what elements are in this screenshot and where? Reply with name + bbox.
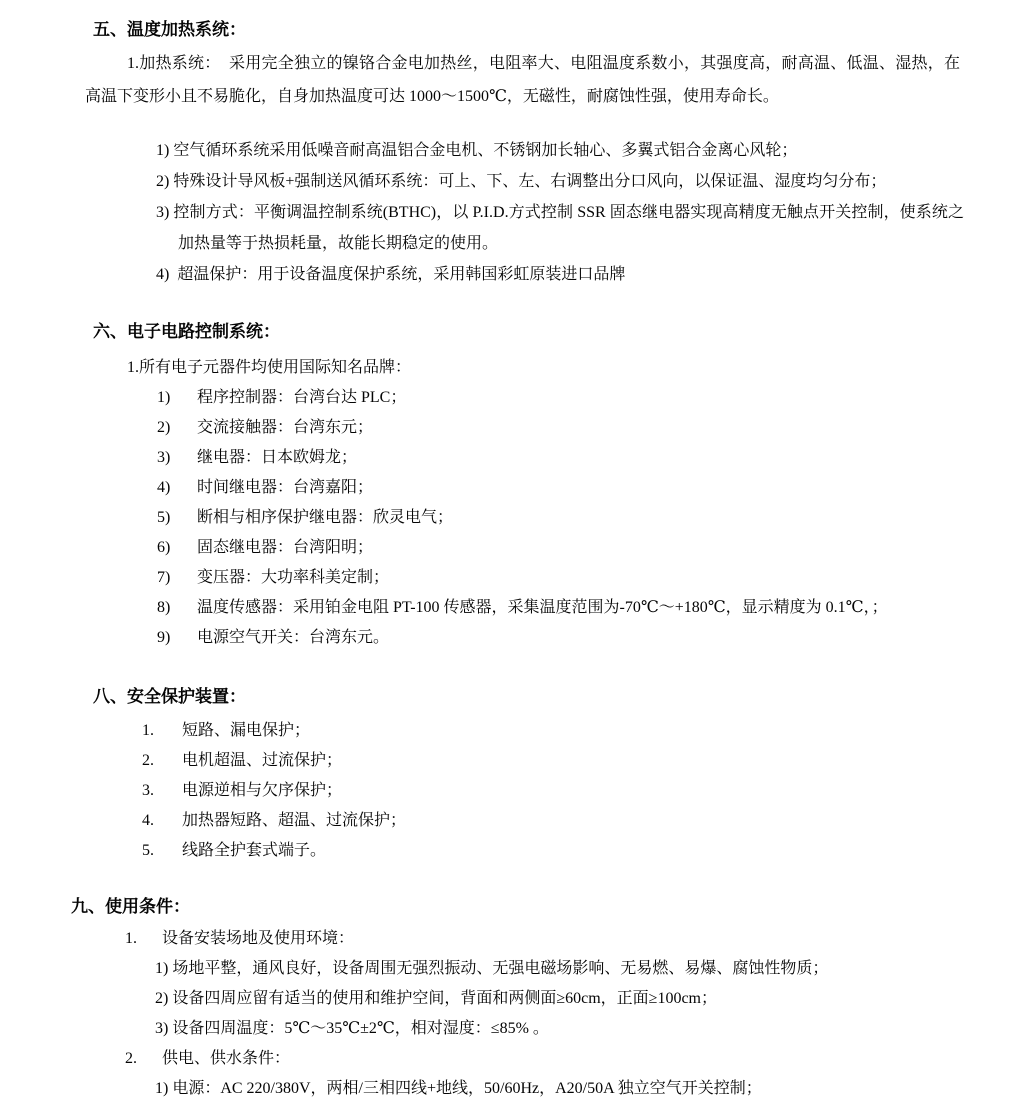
item-marker: 2): [157, 419, 171, 436]
list-item: [142, 836, 982, 866]
item-marker: 2.: [125, 1050, 137, 1067]
list-item: [142, 716, 982, 746]
list-item: [157, 533, 982, 563]
heating-item-list: [156, 135, 964, 290]
conditions-group-environment: [125, 924, 982, 1044]
conditions-group-power-water: [125, 1044, 982, 1101]
item-text: 温度传感器：采用铂金电阻 PT-100 传感器，采集温度范围为-70℃～+180℃，显示精度为 0.1℃，；: [197, 599, 888, 616]
sub-list-item: 1) 场地平整，通风良好，设备周围无强烈振动、无强电磁场影响、无易燃、易爆、腐蚀性物质；: [155, 960, 829, 977]
list-item: [157, 503, 982, 533]
item-marker: 8): [157, 599, 171, 616]
list-item: 1) 空气循环系统采用低噪音耐高温铝合金电机、不锈钢加长轴心、多翼式铝合金离心风轮；: [156, 142, 798, 159]
list-item: [142, 806, 982, 836]
item-marker: 5.: [142, 842, 154, 859]
list-item: [157, 413, 982, 443]
item-text: 电源逆相与欠序保护；: [182, 782, 343, 799]
item-marker: 9): [157, 629, 171, 646]
item-marker: 1): [157, 389, 171, 406]
section-heading-safety: 八、安全保护装置：: [93, 687, 246, 706]
subsection-title: 供电、供水条件：: [162, 1050, 291, 1067]
item-marker: 4): [157, 479, 171, 496]
item-text: 线路全护套式端子。: [182, 842, 327, 859]
sub-list-item: 2) 设备四周应留有适当的使用和维护空间，背面和两侧面≥60cm，正面≥100cm；: [155, 990, 717, 1007]
item-text: 断相与相序保护继电器：欣灵电气；: [197, 509, 454, 526]
item-text: 变压器：大功率科美定制；: [197, 569, 390, 586]
item-marker: 1.: [142, 722, 154, 739]
item-marker: 7): [157, 569, 171, 586]
list-item: [142, 776, 982, 806]
list-item: 4) 超温保护：用于设备温度保护系统，采用韩国彩虹原装进口品牌: [156, 266, 626, 283]
item-marker: 6): [157, 539, 171, 556]
item-text: 继电器：日本欧姆龙；: [197, 449, 358, 466]
list-item: [157, 593, 982, 623]
item-marker: 4.: [142, 812, 154, 829]
section-heading-conditions: 九、使用条件：: [71, 897, 190, 916]
section-heading-control: 六、电子电路控制系统：: [93, 322, 280, 341]
item-text: 交流接触器：台湾东元；: [197, 419, 374, 436]
conditions-body: [125, 924, 982, 1101]
item-text: 加热器短路、超温、过流保护；: [182, 812, 407, 829]
list-item: 3) 控制方式：平衡调温控制系统(BTHC)，以 P.I.D.方式控制 SSR 固态继电器实现高精度无触点开关控制，使系统之加热量等于热损耗量，故能长期稳定的使用。: [156, 204, 964, 252]
section-heading-heating: 五、温度加热系统：: [93, 20, 246, 39]
control-item-list: [157, 383, 982, 653]
subsection-title-row: [125, 1044, 982, 1074]
item-marker: 1.: [125, 930, 137, 947]
subsection-title-row: [125, 924, 982, 954]
heating-intro-paragraph: 1.加热系统： 采用完全独立的镍铬合金电加热丝，电阻率大、电阻温度系数小，其强度高，耐高温、低温、湿热，在高温下变形小且不易脆化，自身加热温度可达 1000～1500℃，无磁性，耐腐蚀性强，使用寿命长。: [85, 55, 960, 105]
list-item: [157, 563, 982, 593]
sub-item-list: [155, 1074, 982, 1101]
list-item: 2) 特殊设计导风板+强制送风循环系统：可上、下、左、右调整出分口风向，以保证温、湿度均匀分布；: [156, 173, 887, 190]
section-safety-protection: [0, 686, 1022, 866]
list-item: [157, 443, 982, 473]
safety-item-list: [142, 716, 982, 866]
item-text: 时间继电器：台湾嘉阳；: [197, 479, 374, 496]
list-item: [157, 383, 982, 413]
item-text: 固态继电器：台湾阳明；: [197, 539, 374, 556]
section-electronic-control: [0, 321, 1022, 653]
item-text: 程序控制器：台湾台达 PLC；: [197, 389, 407, 406]
list-item: [142, 746, 982, 776]
item-text: 短路、漏电保护；: [182, 722, 311, 739]
list-item: [157, 623, 982, 653]
list-item: [157, 473, 982, 503]
sub-item-list: [155, 954, 982, 1044]
sub-list-item: 3) 设备四周温度：5℃～35℃±2℃，相对湿度：≤85% 。: [155, 1020, 549, 1037]
section-usage-conditions: [0, 896, 1022, 1101]
item-marker: 5): [157, 509, 171, 526]
section-heating-system: [0, 19, 1022, 290]
item-marker: 3): [157, 449, 171, 466]
item-text: 电机超温、过流保护；: [182, 752, 343, 769]
sub-list-item: 1) 电源：AC 220/380V，两相/三相四线+地线，50/60Hz，A20/50A 独立空气开关控制；: [155, 1080, 762, 1097]
item-marker: 3.: [142, 782, 154, 799]
control-intro-line: 1.所有电子元器件均使用国际知名品牌：: [127, 359, 412, 376]
subsection-title: 设备安装场地及使用环境：: [162, 930, 355, 947]
item-marker: 2.: [142, 752, 154, 769]
item-text: 电源空气开关：台湾东元。: [197, 629, 390, 646]
